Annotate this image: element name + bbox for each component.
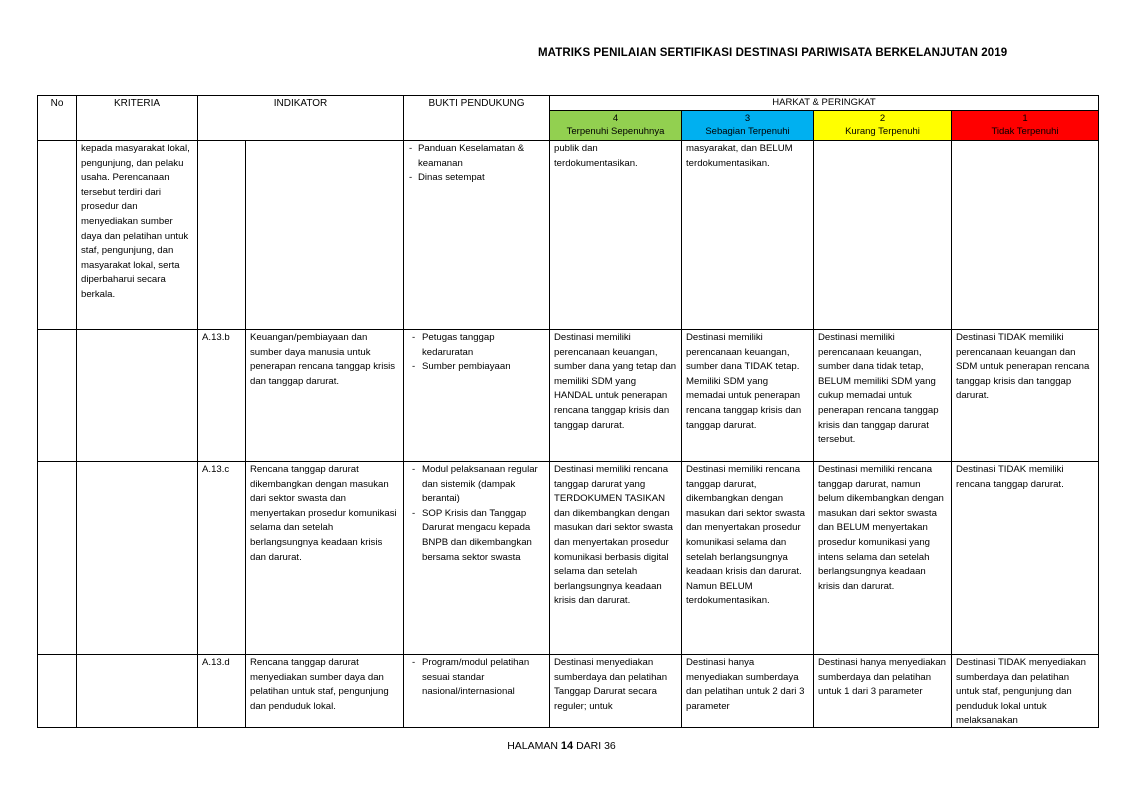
cell-code <box>198 141 246 330</box>
level-number: 1 <box>1022 113 1028 124</box>
cell-level-3: masyarakat, dan BELUM terdokumentasikan. <box>682 141 814 330</box>
col-header-indikator: INDIKATOR <box>198 96 404 141</box>
col-header-kriteria: KRITERIA <box>77 96 198 141</box>
level-label: Tidak Terpenuhi <box>991 126 1059 137</box>
cell-level-2 <box>814 655 952 728</box>
cell-level-4: Destinasi memiliki rencana tanggap darurat yang TERDOKUMEN TASIKAN dan dikembangkan dengan masukan dari sektor swasta dan menyertakan prosedur komunikasi berbasis digital selama dan setelah berlangsungnya keadaan krisis dan darurat. <box>550 462 682 655</box>
level-number: 4 <box>612 113 619 124</box>
cell-kriteria <box>77 462 198 655</box>
cell-bukti <box>404 141 550 330</box>
bukti-item: - Panduan Keselamatan & keamanan <box>408 142 545 171</box>
cell-bukti <box>404 655 550 728</box>
col-header-no: No <box>38 96 77 141</box>
cell-level-4: publik dan terdokumentasikan. <box>550 141 682 330</box>
document-title: MATRIKS PENILAIAN SERTIFIKASI DESTINASI PARIWISATA BERKELANJUTAN 2019 <box>538 47 1008 59</box>
cell-level-3: Destinasi memiliki perencanaan keuangan, sumber dana TIDAK tetap. Memiliki SDM yang memadai untuk penerapan rencana tanggap krisis dan tanggap darurat. <box>682 330 814 462</box>
cell-indikator: Keuangan/pembiayaan dan sumber daya manusia untuk penerapan rencana tanggap krisis dan tanggap darurat. <box>246 330 404 462</box>
assessment-matrix-table <box>37 95 1099 728</box>
bukti-item: - Sumber pembiayaan <box>408 360 545 375</box>
cell-no <box>38 330 77 462</box>
cell-bukti <box>404 462 550 655</box>
level-3-text: Destinasi hanya menyediakan sumberdaya dan pelatihan untuk 2 dari 3 parameter <box>686 657 805 712</box>
cell-no <box>38 462 77 655</box>
page-total: 36 <box>604 740 616 752</box>
cell-level-1: Destinasi TIDAK memiliki rencana tanggap darurat. <box>952 462 1099 655</box>
level-number: 3 <box>744 113 751 124</box>
cell-indikator: Rencana tanggap darurat dikembangkan dengan masukan dari sektor swasta dan menyertakan prosedur komunikasi selama dan setelah berlangsungnya keadaan krisis dan darurat. <box>246 462 404 655</box>
bukti-item: - SOP Krisis dan Tanggap Darurat mengacu kepada BNPB dan dikembangkan bersama sektor swasta <box>408 507 545 565</box>
cell-no <box>38 655 77 728</box>
cell-level-2 <box>814 141 952 330</box>
cell-bukti <box>404 330 550 462</box>
table-row <box>38 330 1099 462</box>
level-label: Kurang Terpenuhi <box>845 126 920 137</box>
bukti-item: - Program/modul pelatihan sesuai standar nasional/internasional <box>408 656 545 700</box>
cell-level-1 <box>952 655 1099 728</box>
indikator-text: Rencana tanggap darurat menyediakan sumber daya dan pelatihan untuk staf, pengunjung dan penduduk lokal. <box>250 657 389 712</box>
cell-no <box>38 141 77 330</box>
table-row <box>38 655 1099 728</box>
level-label: Sebagian Terpenuhi <box>705 126 790 137</box>
footer-middle: DARI <box>576 740 602 752</box>
table-row <box>38 462 1099 655</box>
cell-code: A.13.d <box>198 655 246 728</box>
cell-level-2: Destinasi memiliki rencana tanggap darurat, namun belum dikembangkan dengan masukan dari sektor swasta dan BELUM menyertakan prosedur komunikasi yang intens selama dan setelah berlangsungnya keadaan krisis dan darurat. <box>814 462 952 655</box>
footer-prefix: HALAMAN <box>507 740 558 752</box>
cell-kriteria <box>77 330 198 462</box>
cell-level-1: Destinasi TIDAK memiliki perencanaan keuangan dan SDM untuk penerapan rencana tanggap krisis dan tanggap darurat. <box>952 330 1099 462</box>
cell-level-2: Destinasi memiliki perencanaan keuangan, sumber dana tidak tetap, BELUM memiliki SDM yang cukup memadai untuk penerapan rencana tanggap krisis dan tanggap darurat tersebut. <box>814 330 952 462</box>
level-2-text: Destinasi hanya menyediakan sumberdaya dan pelatihan untuk 1 dari 3 parameter <box>818 657 946 698</box>
level-3-header <box>682 111 814 141</box>
level-label: Terpenuhi Sepenuhnya <box>566 126 665 137</box>
cell-indikator <box>246 655 404 728</box>
cell-level-4: Destinasi memiliki perencanaan keuangan, sumber dana yang tetap dan memiliki SDM yang HANDAL untuk penerapan rencana tanggap krisis dan tanggap darurat. <box>550 330 682 462</box>
col-header-bukti-pendukung: BUKTI PENDUKUNG <box>404 96 550 141</box>
cell-indikator <box>246 141 404 330</box>
cell-level-3: Destinasi memiliki rencana tanggap darurat, dikembangkan dengan masukan dari sektor swasta dan menyertakan prosedur komunikasi selama dan setelah berlangsungnya keadaan krisis dan darurat. Namun BELUM terdokumentasikan. <box>682 462 814 655</box>
level-4-text: Destinasi menyediakan sumberdaya dan pelatihan Tanggap Darurat secara reguler; untuk <box>554 657 668 712</box>
page-footer <box>0 740 1123 752</box>
bukti-item: - Dinas setempat <box>408 171 545 186</box>
bukti-item: - Petugas tanggap kedaruratan <box>408 331 545 360</box>
level-number: 2 <box>879 113 886 124</box>
cell-kriteria: kepada masyarakat lokal, pengunjung, dan pelaku usaha. Perencanaan tersebut terdiri dari prosedur dan menyediakan sumber daya dan pelatihan untuk staf, pengunjung, dan masyarakat lokal, serta diperbaharui secara berkala. <box>77 141 198 330</box>
page-number: 14 <box>560 740 574 752</box>
cell-code: A.13.c <box>198 462 246 655</box>
level-4-header <box>550 111 682 141</box>
bukti-item: - Modul pelaksanaan regular dan sistemik (dampak berantai) <box>408 463 545 507</box>
level-1-text: Destinasi TIDAK menyediakan sumberdaya dan pelatihan untuk staf, pengunjung dan penduduk lokal untuk melaksanakan <box>956 657 1086 726</box>
cell-kriteria <box>77 655 198 728</box>
col-header-harkat-peringkat: HARKAT & PERINGKAT <box>550 96 1099 111</box>
cell-level-4 <box>550 655 682 728</box>
cell-level-1 <box>952 141 1099 330</box>
level-1-header <box>952 111 1099 141</box>
cell-level-3 <box>682 655 814 728</box>
level-2-header <box>814 111 952 141</box>
cell-code: A.13.b <box>198 330 246 462</box>
table-row <box>38 141 1099 330</box>
